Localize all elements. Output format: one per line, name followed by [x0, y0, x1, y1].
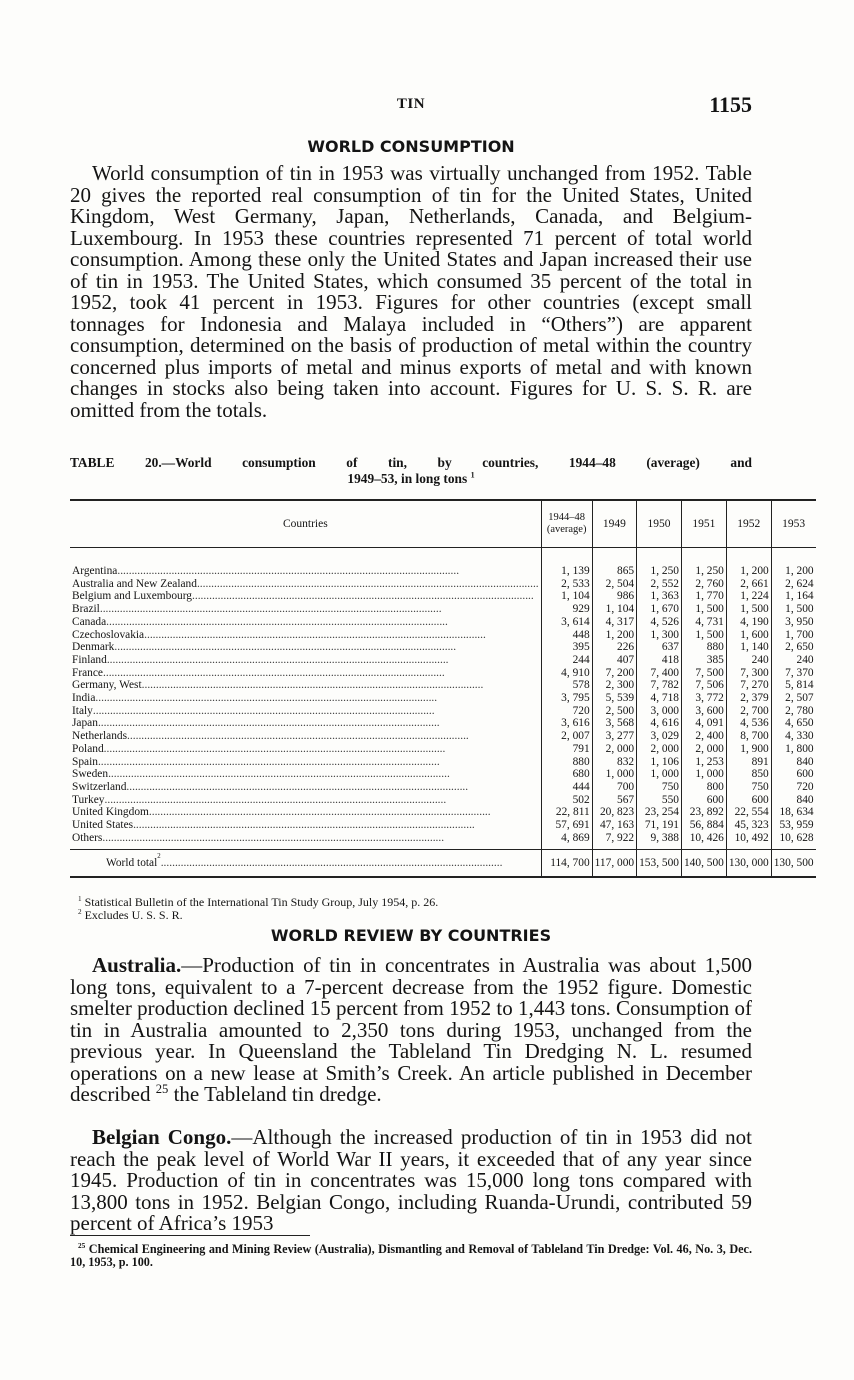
total-value-cell: 114, 700 — [541, 850, 592, 878]
value-cell: 3, 795 — [541, 692, 592, 705]
value-cell: 1, 700 — [771, 629, 815, 642]
dot-leader: ........................................................................................................................ — [126, 780, 469, 793]
value-cell: 2, 661 — [726, 578, 771, 591]
value-cell: 567 — [592, 794, 636, 807]
country-cell — [70, 756, 541, 769]
country-name: United States — [72, 819, 134, 832]
table-row — [70, 692, 816, 705]
country-name: Germany, West — [72, 679, 142, 692]
value-cell: 3, 950 — [771, 616, 815, 629]
value-cell: 71, 191 — [637, 819, 682, 832]
dot-leader: ........................................................................................................................ — [97, 717, 440, 730]
table-row — [70, 705, 816, 718]
value-cell: 750 — [726, 781, 771, 794]
table-row — [70, 756, 816, 769]
dot-leader: ........................................................................................................................ — [148, 806, 491, 819]
page-footnote-mark: 25 — [78, 1240, 86, 1250]
value-cell: 4, 536 — [726, 717, 771, 730]
table-row — [70, 768, 816, 781]
total-label-cell — [70, 850, 541, 878]
value-cell: 2, 760 — [681, 578, 726, 591]
value-cell: 2, 533 — [541, 578, 592, 591]
column-header — [541, 500, 592, 548]
dot-leader: ........................................................................................................................ — [103, 666, 445, 679]
value-cell: 600 — [771, 768, 815, 781]
table-row — [70, 806, 816, 819]
value-cell: 2, 504 — [592, 578, 636, 591]
country-name: Belgium and Luxembourg — [72, 590, 193, 603]
table-row — [70, 603, 816, 616]
table-header-row — [70, 500, 816, 548]
table-row — [70, 717, 816, 730]
value-cell: 3, 600 — [681, 705, 726, 718]
value-cell: 4, 330 — [771, 730, 815, 743]
value-cell: 832 — [592, 756, 636, 769]
dot-leader: ........................................................................................................................ — [99, 603, 442, 616]
table-body — [70, 548, 816, 878]
section-heading-world-review: WORLD REVIEW BY COUNTRIES — [270, 926, 552, 945]
value-cell: 4, 526 — [637, 616, 682, 629]
value-cell: 700 — [592, 781, 636, 794]
column-header: 1951 — [681, 500, 726, 548]
value-cell: 7, 270 — [726, 679, 771, 692]
value-cell: 865 — [592, 548, 636, 578]
country-cell — [70, 641, 541, 654]
value-cell: 3, 568 — [592, 717, 636, 730]
value-cell: 2, 300 — [592, 679, 636, 692]
table-row — [70, 781, 816, 794]
country-name: Canada — [72, 615, 107, 628]
value-cell: 2, 500 — [592, 705, 636, 718]
total-value-cell: 130, 000 — [726, 850, 771, 878]
value-cell: 800 — [681, 781, 726, 794]
value-cell: 1, 106 — [637, 756, 682, 769]
value-cell: 502 — [541, 794, 592, 807]
value-cell: 4, 650 — [771, 717, 815, 730]
value-cell: 2, 000 — [637, 743, 682, 756]
value-cell: 23, 254 — [637, 806, 682, 819]
value-cell: 1, 200 — [726, 548, 771, 578]
value-cell: 448 — [541, 629, 592, 642]
dot-leader: ........................................................................................................................ — [141, 679, 484, 692]
table-row — [70, 819, 816, 832]
total-footnote-mark: 2 — [157, 853, 161, 861]
value-cell: 53, 959 — [771, 819, 815, 832]
belgian-congo-paragraph — [70, 1127, 752, 1235]
country-name: Finland — [72, 653, 107, 666]
table-row — [70, 590, 816, 603]
value-cell: 20, 823 — [592, 806, 636, 819]
value-cell: 2, 507 — [771, 692, 815, 705]
table-row — [70, 616, 816, 629]
country-name: Others — [72, 831, 103, 844]
dot-leader: ........................................................................................................................ — [104, 793, 447, 806]
country-name: Czechoslovakia — [72, 628, 145, 641]
value-cell: 2, 379 — [726, 692, 771, 705]
dot-leader: ........................................................................................................................ — [103, 742, 446, 755]
footnote-text: Excludes U. S. S. R. — [84, 907, 183, 922]
table-caption-line-2-text: 1949–53, in long tons — [347, 471, 468, 486]
country-cell — [70, 548, 541, 578]
value-cell: 23, 892 — [681, 806, 726, 819]
value-cell: 1, 250 — [637, 548, 682, 578]
consumption-table — [70, 499, 816, 878]
value-cell: 444 — [541, 781, 592, 794]
value-cell: 1, 300 — [637, 629, 682, 642]
value-cell: 1, 800 — [771, 743, 815, 756]
column-header: Countries — [70, 500, 541, 548]
value-cell: 4, 190 — [726, 616, 771, 629]
value-cell: 1, 104 — [592, 603, 636, 616]
value-cell: 395 — [541, 641, 592, 654]
value-cell: 1, 670 — [637, 603, 682, 616]
country-cell — [70, 679, 541, 692]
footnote-mark: 2 — [78, 907, 82, 916]
country-cell — [70, 768, 541, 781]
table-row — [70, 832, 816, 850]
value-cell: 3, 277 — [592, 730, 636, 743]
total-value-cell: 140, 500 — [681, 850, 726, 878]
country-cell — [70, 692, 541, 705]
footnote — [78, 909, 750, 922]
table-row — [70, 578, 816, 591]
world-total-row — [70, 850, 816, 878]
country-name: France — [72, 666, 103, 679]
value-cell: 720 — [541, 705, 592, 718]
country-name: Italy — [72, 704, 93, 717]
value-cell: 7, 782 — [637, 679, 682, 692]
value-cell: 850 — [726, 768, 771, 781]
country-cell — [70, 717, 541, 730]
footnote-text: Statistical Bulletin of the International Tin Study Group, July 1954, p. 26. — [84, 895, 439, 909]
table-row — [70, 641, 816, 654]
country-name: Brazil — [72, 603, 100, 616]
value-cell: 7, 370 — [771, 667, 815, 680]
value-cell: 22, 554 — [726, 806, 771, 819]
value-cell: 3, 029 — [637, 730, 682, 743]
total-value-cell: 117, 000 — [592, 850, 636, 878]
value-cell: 10, 628 — [771, 832, 815, 850]
value-cell: 929 — [541, 603, 592, 616]
value-cell: 1, 500 — [726, 603, 771, 616]
value-cell: 56, 884 — [681, 819, 726, 832]
country-cell — [70, 603, 541, 616]
value-cell: 226 — [592, 641, 636, 654]
value-cell: 3, 772 — [681, 692, 726, 705]
country-name: Turkey — [72, 793, 105, 806]
value-cell: 5, 814 — [771, 679, 815, 692]
value-cell: 986 — [592, 590, 636, 603]
value-cell: 47, 163 — [592, 819, 636, 832]
value-cell: 7, 500 — [681, 667, 726, 680]
total-value-cell: 153, 500 — [637, 850, 682, 878]
column-header-text: 1944–48 (average) — [546, 512, 587, 535]
dot-leader: ........................................................................................................................ — [160, 857, 503, 870]
country-cell — [70, 832, 541, 850]
value-cell: 244 — [541, 654, 592, 667]
value-cell: 3, 616 — [541, 717, 592, 730]
value-cell: 4, 731 — [681, 616, 726, 629]
table-row — [70, 679, 816, 692]
country-name: Denmark — [72, 641, 115, 654]
running-title: TIN — [396, 96, 426, 112]
value-cell: 7, 200 — [592, 667, 636, 680]
value-cell: 2, 700 — [726, 705, 771, 718]
value-cell: 4, 616 — [637, 717, 682, 730]
country-cell — [70, 806, 541, 819]
country-name: Japan — [72, 717, 98, 730]
value-cell: 4, 718 — [637, 692, 682, 705]
country-cell — [70, 781, 541, 794]
section-heading-world-consumption: WORLD CONSUMPTION — [307, 137, 515, 156]
dot-leader: ........................................................................................................................ — [144, 628, 486, 641]
value-cell: 45, 323 — [726, 819, 771, 832]
dot-leader: ........................................................................................................................ — [196, 577, 539, 590]
table-row — [70, 730, 816, 743]
value-cell: 18, 634 — [771, 806, 815, 819]
value-cell: 880 — [541, 756, 592, 769]
country-name: Switzerland — [72, 780, 127, 793]
value-cell: 1, 164 — [771, 590, 815, 603]
value-cell: 1, 500 — [771, 603, 815, 616]
value-cell: 22, 811 — [541, 806, 592, 819]
value-cell: 5, 539 — [592, 692, 636, 705]
value-cell: 680 — [541, 768, 592, 781]
value-cell: 2, 552 — [637, 578, 682, 591]
value-cell: 10, 492 — [726, 832, 771, 850]
value-cell: 840 — [771, 756, 815, 769]
table-row — [70, 667, 816, 680]
value-cell: 3, 614 — [541, 616, 592, 629]
table-row — [70, 743, 816, 756]
dot-leader: ........................................................................................................................ — [102, 831, 445, 844]
australia-paragraph — [70, 955, 752, 1106]
table-footnotes — [78, 896, 750, 921]
country-name: Poland — [72, 742, 104, 755]
value-cell: 880 — [681, 641, 726, 654]
value-cell: 2, 650 — [771, 641, 815, 654]
country-name: Argentina — [72, 565, 118, 577]
country-cell — [70, 616, 541, 629]
page-footnote — [70, 1240, 752, 1269]
value-cell: 550 — [637, 794, 682, 807]
table-caption — [70, 455, 752, 487]
value-cell: 240 — [726, 654, 771, 667]
value-cell: 1, 900 — [726, 743, 771, 756]
value-cell: 1, 363 — [637, 590, 682, 603]
value-cell: 3, 000 — [637, 705, 682, 718]
country-cell — [70, 819, 541, 832]
value-cell: 385 — [681, 654, 726, 667]
dot-leader: ........................................................................................................................ — [95, 692, 438, 705]
australia-text-a: —Production of tin in concentrates in Australia was about 1,500 long tons, equivalent to a 7-percent decrease from the 1952 figure. Domestic smelter production declined 15 percent from 1952 to 1,443 tons. Consumption of tin in Australia amounted to 2,350 tons during 1953, unchanged from the previous year. In Queensland the Tableland Tin Dredging N. L. resumed operations on a new lease at Smith’s Creek. An article published in December described — [70, 953, 752, 1106]
australia-ref-mark: 25 — [155, 1082, 169, 1096]
value-cell: 2, 400 — [681, 730, 726, 743]
dot-leader: ........................................................................................................................ — [97, 755, 440, 768]
country-cell — [70, 730, 541, 743]
page-number: 1155 — [709, 92, 752, 117]
value-cell: 600 — [726, 794, 771, 807]
world-consumption-paragraph: World consumption of tin in 1953 was virtually unchanged from 1952. Table 20 gives the reported real consumption of tin for the United States, United Kingdom, West Germany, Japan, Netherlands, Canada, and Belgium-Luxembourg. In 1953 these countries represented 71 percent of total world consumption. Among these only the United States and Japan increased their use of tin in 1953. The United States, which consumed 35 percent of the total in 1952, took 41 percent in 1953. Figures for other countries (except small tonnages for Indonesia and Malaya included in “Others”) are apparent consumption, determined on the basis of production of metal within the country concerned plus imports of metal and minus exports of metal and with known changes in stocks also being taken into account. Figures for U. S. S. R. are omitted from the totals. — [70, 161, 752, 422]
country-name: Spain — [72, 755, 98, 768]
caption-footnote-mark: 1 — [470, 470, 475, 480]
dot-leader: ........................................................................................................................ — [192, 590, 534, 603]
value-cell: 4, 910 — [541, 667, 592, 680]
country-cell — [70, 743, 541, 756]
value-cell: 418 — [637, 654, 682, 667]
dot-leader: ........................................................................................................................ — [108, 768, 450, 781]
dot-leader: ........................................................................................................................ — [92, 704, 435, 717]
dot-leader: ........................................................................................................................ — [106, 615, 448, 628]
value-cell: 1, 250 — [681, 548, 726, 578]
column-header: 1950 — [637, 500, 682, 548]
country-cell — [70, 654, 541, 667]
total-label: World total — [106, 857, 158, 870]
country-name: Sweden — [72, 768, 109, 781]
column-header: 1953 — [771, 500, 815, 548]
country-cell — [70, 578, 541, 591]
country-cell — [70, 667, 541, 680]
value-cell: 2, 007 — [541, 730, 592, 743]
country-name: United Kingdom — [72, 806, 149, 819]
value-cell: 1, 600 — [726, 629, 771, 642]
value-cell: 4, 869 — [541, 832, 592, 850]
value-cell: 8, 700 — [726, 730, 771, 743]
table-row — [70, 654, 816, 667]
column-header: 1949 — [592, 500, 636, 548]
country-name: Netherlands — [72, 730, 128, 743]
value-cell: 2, 000 — [592, 743, 636, 756]
value-cell: 2, 780 — [771, 705, 815, 718]
total-value-cell: 130, 500 — [771, 850, 815, 878]
value-cell: 407 — [592, 654, 636, 667]
value-cell: 7, 922 — [592, 832, 636, 850]
footnote-divider — [70, 1235, 310, 1236]
value-cell: 1, 253 — [681, 756, 726, 769]
running-header — [70, 92, 752, 120]
value-cell: 750 — [637, 781, 682, 794]
footnote-mark: 1 — [78, 895, 82, 903]
value-cell: 1, 770 — [681, 590, 726, 603]
value-cell: 1, 500 — [681, 603, 726, 616]
value-cell: 600 — [681, 794, 726, 807]
value-cell: 1, 140 — [726, 641, 771, 654]
value-cell: 4, 317 — [592, 616, 636, 629]
value-cell: 720 — [771, 781, 815, 794]
table-caption-line-2 — [70, 471, 752, 487]
belgian-congo-text: —Although the increased production of tin in 1953 did not reach the peak level of World War II years, it exceeded that of any year since 1945. Production of tin in concentrates was 15,000 long tons compared with 13,800 tons in 1952. Belgian Congo, including Ruanda-Urundi, contributed 59 percent of Africa’s 1953 — [70, 1125, 752, 1235]
country-cell — [70, 629, 541, 642]
value-cell: 1, 000 — [681, 768, 726, 781]
page-footnote-text: Chemical Engineering and Mining Review (Australia), Dismantling and Removal of Tableland Tin Dredge: Vol. 46, No. 3, Dec. 10, 1953, p. 100. — [70, 1242, 752, 1269]
value-cell: 240 — [771, 654, 815, 667]
country-cell — [70, 590, 541, 603]
value-cell: 7, 400 — [637, 667, 682, 680]
value-cell: 1, 000 — [592, 768, 636, 781]
value-cell: 1, 200 — [592, 629, 636, 642]
value-cell: 2, 624 — [771, 578, 815, 591]
value-cell: 7, 506 — [681, 679, 726, 692]
value-cell: 1, 224 — [726, 590, 771, 603]
value-cell: 891 — [726, 756, 771, 769]
australia-text-b: the Tableland tin dredge. — [168, 1082, 382, 1106]
value-cell: 57, 691 — [541, 819, 592, 832]
table-row — [70, 629, 816, 642]
value-cell: 7, 300 — [726, 667, 771, 680]
value-cell: 1, 200 — [771, 548, 815, 578]
value-cell: 1, 500 — [681, 629, 726, 642]
country-name: India — [72, 692, 96, 705]
value-cell: 1, 104 — [541, 590, 592, 603]
value-cell: 637 — [637, 641, 682, 654]
value-cell: 578 — [541, 679, 592, 692]
country-cell — [70, 794, 541, 807]
value-cell: 4, 091 — [681, 717, 726, 730]
country-name: Australia and New Zealand — [72, 577, 197, 590]
value-cell: 10, 426 — [681, 832, 726, 850]
dot-leader: ........................................................................................................................ — [127, 730, 469, 743]
value-cell: 840 — [771, 794, 815, 807]
value-cell: 9, 388 — [637, 832, 682, 850]
belgian-congo-lead: Belgian Congo. — [92, 1125, 232, 1149]
value-cell: 1, 000 — [637, 768, 682, 781]
dot-leader: ........................................................................................................................ — [114, 641, 457, 654]
column-header: 1952 — [726, 500, 771, 548]
dot-leader: ........................................................................................................................ — [106, 653, 449, 666]
value-cell: 2, 000 — [681, 743, 726, 756]
value-cell: 791 — [541, 743, 592, 756]
dot-leader: ........................................................................................................................ — [117, 565, 460, 577]
table-row — [70, 548, 816, 578]
table-row — [70, 794, 816, 807]
table-caption-line-1: TABLE 20.—World consumption of tin, by countries, 1944–48 (average) and — [70, 455, 752, 470]
country-cell — [70, 705, 541, 718]
value-cell: 1, 139 — [541, 548, 592, 578]
australia-lead: Australia. — [92, 953, 182, 977]
dot-leader: ........................................................................................................................ — [133, 819, 475, 832]
